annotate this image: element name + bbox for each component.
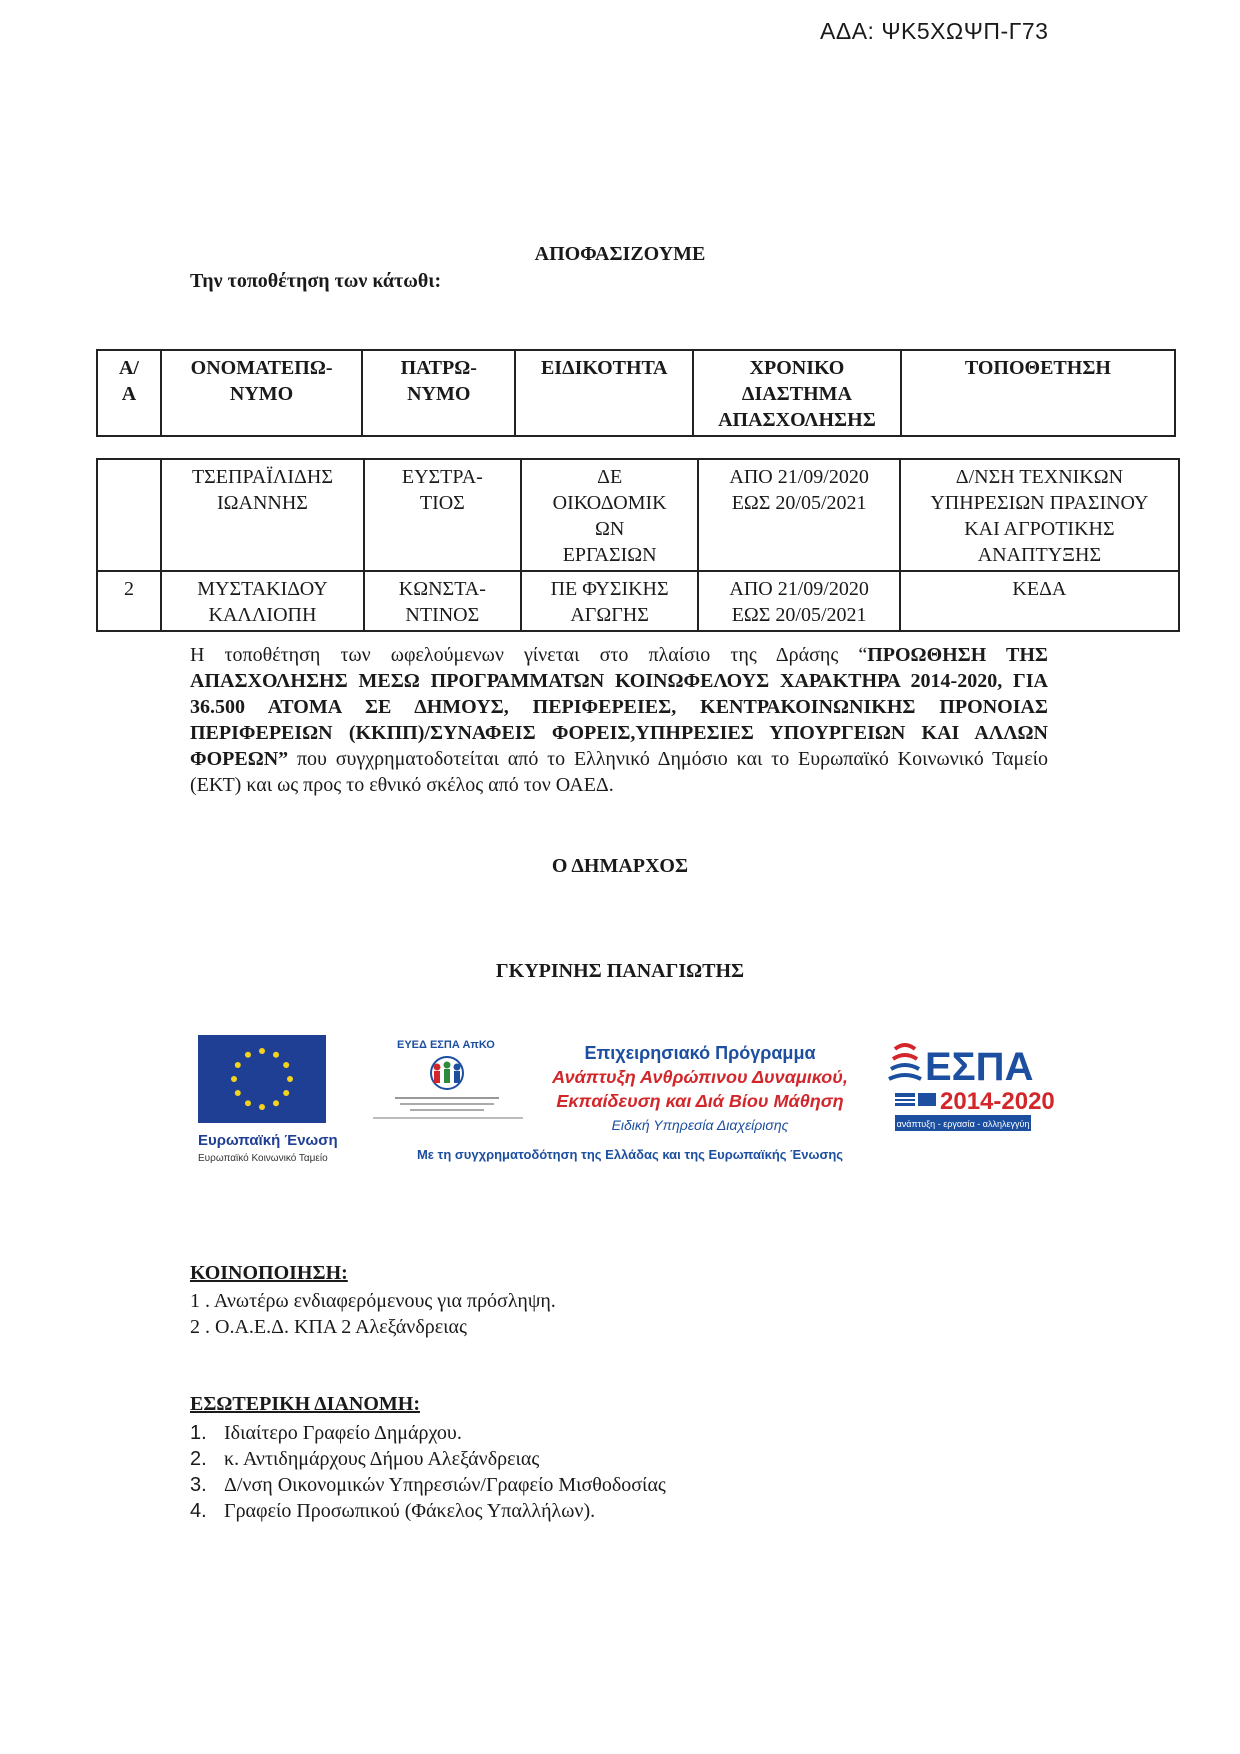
cell-line: ΥΠΗΡΕΣΙΩΝ ΠΡΑΣΙΝΟΥ <box>930 492 1149 514</box>
notification-title: ΚΟΙΝΟΠΟΙΗΣΗ: <box>190 1262 348 1284</box>
espa-logo-text: ΕΣΠΑ <box>925 1045 1034 1089</box>
program-line-4: Ειδική Υπηρεσία Διαχείρισης <box>611 1117 789 1133</box>
cofund-text: Με τη συγχρηματοδότηση της Ελλάδας και της Ευρωπαϊκής Ένωσης <box>416 1147 844 1162</box>
eu-star <box>273 1100 279 1106</box>
header-line: ΑΠΑΣΧΟΛΗΣΗΣ <box>718 409 876 431</box>
cell-col-placement <box>900 459 1179 571</box>
internal-distribution-title: ΕΣΩΤΕΡΙΚΗ ΔΙΑΝΟΜΗ: <box>190 1393 420 1415</box>
eu-star <box>245 1052 251 1058</box>
cell-col-father <box>364 571 521 631</box>
header-line: ΟΝΟΜΑΤΕΠΩ- <box>190 357 333 379</box>
cell-line: ΝΤΙΝΟΣ <box>405 604 480 626</box>
cell-line: ΑΝΑΠΤΥΞΗΣ <box>977 544 1102 566</box>
list-item: 3. Δ/νση Οικονομικών Υπηρεσιών/Γραφείο Μισθοδοσίας <box>190 1474 666 1496</box>
header-col-aa <box>97 350 161 436</box>
program-line-3: Εκπαίδευση και Διά Βίου Μάθηση <box>556 1091 844 1111</box>
list-item: 2. κ. Αντιδημάρχους Δήμου Αλεξάνδρειας <box>190 1448 540 1470</box>
mayor-title: Ο ΔΗΜΑΡΧΟΣ <box>551 855 689 877</box>
header-line: ΝΥΜΟ <box>229 383 294 405</box>
header-col-name <box>161 350 362 436</box>
header-line: ΠΑΤΡΩ- <box>400 357 477 379</box>
eu-star <box>259 1104 265 1110</box>
table-body <box>96 458 1180 632</box>
header-line: ΕΙΔΙΚΟΤΗΤΑ <box>540 357 668 379</box>
table-header-row <box>97 350 1175 436</box>
cell-line: ΜΥΣΤΑΚΙΔΟΥ <box>197 578 328 600</box>
eu-star <box>235 1062 241 1068</box>
header-col-father <box>362 350 515 436</box>
eu-sub-label: Ευρωπαϊκό Κοινωνικό Ταμείο <box>198 1153 328 1164</box>
cell-line: ΤΙΟΣ <box>419 492 465 514</box>
action-paragraph <box>190 642 1048 798</box>
header-col-period <box>693 350 901 436</box>
cell-line: ΑΠΟ 21/09/2020 <box>729 578 869 600</box>
cell-line: ΑΓΩΓΗΣ <box>570 604 649 626</box>
decision-title: ΑΠΟΦΑΣΙΖΟΥΜΕ <box>534 243 706 265</box>
cell-col-period <box>698 459 899 571</box>
cell-line: ΕΥΣΤΡΑ- <box>401 466 483 488</box>
cell-line: Δ/ΝΣΗ ΤΕΧΝΙΚΩΝ <box>955 466 1124 488</box>
espa-wave-icon <box>889 1045 921 1079</box>
header-line: ΔΙΑΣΤΗΜΑ <box>741 383 852 405</box>
paragraph-action-title: ΠΡΟΩΘΗΣΗ ΤΗΣ ΑΠΑΣΧΟΛΗΣΗΣ ΜΕΣΩ ΠΡΟΓΡΑΜΜΑΤΩΝ ΚΟΙΝΩΦΕΛΟΥΣ ΧΑΡΑΚΤΗΡΑ 2014-2020, ΓΙΑ 36.500 ΑΤΟΜΑ ΣΕ ΔΗΜΟΥΣ, ΠΕΡΙΦΕΡΕΙΕΣ, ΚΕΝΤΡΑΚΟΙΝΩΝΙΚΗΣ ΠΡΟΝΟΙΑΣ ΠΕΡΙΦΕΡΕΙΩΝ (ΚΚΠΠ)/ΣΥΝΑΦΕΙΣ ΦΟΡΕΙΣ,ΥΠΗΡΕΣΙΕΣ ΥΠΟΥΡΓΕΙΩΝ ΚΑΙ ΑΛΛΩΝ ΦΟΡΕΩΝ” <box>190 644 1049 770</box>
espa-funding-banner <box>195 1035 1055 1180</box>
cell-line: ΠΕ ΦΥΣΙΚΗΣ <box>550 578 669 600</box>
cell-line: 2 <box>124 578 134 600</box>
eu-star <box>245 1100 251 1106</box>
cell-col-aa <box>97 571 161 631</box>
header-line: Α <box>121 383 137 405</box>
table-header <box>96 349 1176 437</box>
eu-star <box>235 1090 241 1096</box>
greek-flag-icon <box>895 1093 915 1106</box>
header-col-specialty <box>515 350 693 436</box>
intro-text: Την τοποθέτηση των κάτωθι: <box>190 270 442 292</box>
cell-line: ΚΑΙ ΑΓΡΟΤΙΚΗΣ <box>964 518 1115 540</box>
cell-line: ΩΝ <box>594 518 625 540</box>
list-item: 2 . Ο.Α.Ε.Δ. ΚΠΑ 2 Αλεξάνδρειας <box>190 1316 467 1338</box>
header-line: ΧΡΟΝΙΚΟ <box>749 357 845 379</box>
list-item: 1 . Ανωτέρω ενδιαφερόμενους για πρόσληψη. <box>190 1290 556 1312</box>
table-row <box>97 459 1179 571</box>
program-line-2: Ανάπτυξη Ανθρώπινου Δυναμικού, <box>552 1067 848 1087</box>
cell-col-period <box>698 571 899 631</box>
cell-col-aa <box>97 459 161 571</box>
header-line: ΝΥΜΟ <box>407 383 471 405</box>
cell-line: ΑΠΟ 21/09/2020 <box>729 466 869 488</box>
eu-star <box>283 1090 289 1096</box>
ada-code: ΑΔΑ: ΨΚ5ΧΩΨΠ-Γ73 <box>820 18 1049 44</box>
program-line-1: Επιχειρησιακό Πρόγραμμα <box>584 1043 816 1063</box>
cell-line: ΕΩΣ 20/05/2021 <box>731 492 867 514</box>
cell-line: ΕΩΣ 20/05/2021 <box>731 604 867 626</box>
cell-col-placement <box>900 571 1179 631</box>
eu-star <box>273 1052 279 1058</box>
eu-star <box>287 1076 293 1082</box>
header-line: ΤΟΠΟΘΕΤΗΣΗ <box>964 357 1111 379</box>
eu-star <box>259 1048 265 1054</box>
internal-distribution-list <box>190 1420 666 1524</box>
eu-star <box>231 1076 237 1082</box>
cell-col-name <box>161 459 364 571</box>
eyed-label: ΕΥΕΔ ΕΣΠΑ ΑπΚΟ <box>397 1039 495 1051</box>
list-item: 4. Γραφείο Προσωπικού (Φάκελος Υπαλλήλων). <box>190 1500 596 1522</box>
eu-mini-flag-icon <box>918 1093 936 1106</box>
cell-col-specialty <box>521 571 699 631</box>
people-logo-icon <box>373 1057 523 1119</box>
cell-line: ΔΕ <box>597 466 623 488</box>
list-item: 1. Ιδιαίτερο Γραφείο Δημάρχου. <box>190 1422 462 1444</box>
eu-label: Ευρωπαϊκή Ένωση <box>198 1132 338 1149</box>
espa-motto: ανάπτυξη - εργασία - αλληλεγγύη <box>896 1119 1030 1129</box>
paragraph-after: που συγχρηματοδοτείται από το Ελληνικό Δημόσιο και το Ευρωπαϊκό Κοινωνικό Ταμείο (ΕΚΤ) και ως προς το εθνικό σκέλος από τον ΟΑΕΔ. <box>190 748 1048 796</box>
cell-col-father <box>364 459 521 571</box>
cell-line: ΤΣΕΠΡΑΪΛΙΔΗΣ <box>191 466 333 488</box>
cell-line: ΚΕΔΑ <box>1012 578 1067 600</box>
mayor-name: ΓΚΥΡΙΝΗΣ ΠΑΝΑΓΙΩΤΗΣ <box>495 960 745 982</box>
cell-line: ΚΑΛΛΙΟΠΗ <box>208 604 317 626</box>
cell-col-specialty <box>521 459 699 571</box>
header-line: Α/ <box>118 357 139 379</box>
eu-star <box>283 1062 289 1068</box>
cell-line: ΙΩΑΝΝΗΣ <box>216 492 308 514</box>
paragraph-before: Η τοποθέτηση των ωφελούμενων γίνεται στο πλαίσιο της Δράσης “ <box>190 644 868 666</box>
cell-line: ΕΡΓΑΣΙΩΝ <box>562 544 657 566</box>
cell-line: ΟΙΚΟΔΟΜΙΚ <box>552 492 667 514</box>
header-col-placement <box>901 350 1175 436</box>
table-row <box>97 571 1179 631</box>
notification-list <box>190 1288 556 1340</box>
espa-years: 2014-2020 <box>940 1088 1055 1115</box>
cell-col-name <box>161 571 364 631</box>
cell-line: ΚΩΝΣΤΑ- <box>398 578 486 600</box>
